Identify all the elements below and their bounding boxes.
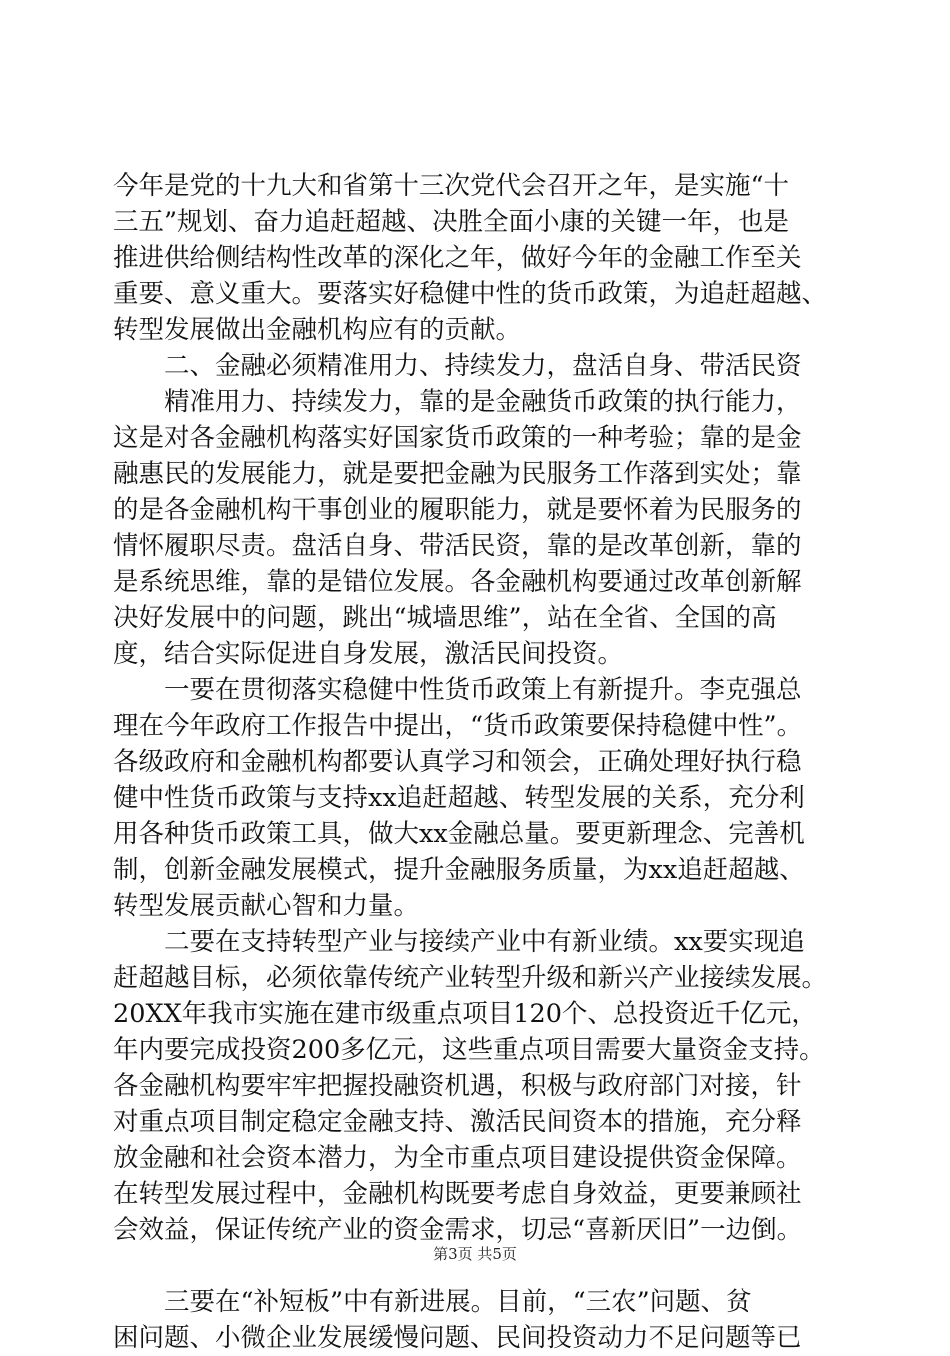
document-body xyxy=(113,168,853,1356)
text-line: 决好发展中的问题，跳出“城墙思维”，站在全省、全国的高 xyxy=(113,603,777,633)
text-line: 会效益，保证传统产业的资金需求，切忌“喜新厌旧”一边倒。 xyxy=(113,1215,803,1245)
text-line: 的是各金融机构干事创业的履职能力，就是要怀着为民服务的 xyxy=(113,495,802,525)
text-line: 转型发展做出金融机构应有的贡献。 xyxy=(113,315,522,345)
text-line: 用各种货币政策工具，做大xx金融总量。要更新理念、完善机 xyxy=(113,819,805,849)
text-line: 制，创新金融发展模式，提升金融服务质量，为xx追赶超越、 xyxy=(113,855,805,885)
text-line: 健中性货币政策与支持xx追赶超越、转型发展的关系，充分利 xyxy=(113,783,805,813)
text-line: 今年是党的十九大和省第十三次党代会召开之年，是实施“十 xyxy=(113,171,790,201)
text-line: 三五”规划、奋力追赶超越、决胜全面小康的关键一年，也是 xyxy=(113,207,790,237)
section-heading: 二、金融必须精准用力、持续发力，盘活自身、带活民资 xyxy=(164,351,802,381)
text-line: 度，结合实际促进自身发展，激活民间投资。 xyxy=(113,639,624,669)
text-line: 情怀履职尽责。盘活自身、带活民资，靠的是改革创新，靠的 xyxy=(113,531,802,561)
text-line: 二要在支持转型产业与接续产业中有新业绩。xx要实现追 xyxy=(164,927,805,957)
text-line: 是系统思维，靠的是错位发展。各金融机构要通过改革创新解 xyxy=(113,567,802,597)
text-line: 20XX年我市实施在建市级重点项目120个、总投资近千亿元， xyxy=(113,999,817,1029)
text-line: 三要在“补短板”中有新进展。目前，“三农”问题、贫 xyxy=(164,1287,752,1317)
text-line: 精准用力、持续发力，靠的是金融货币政策的执行能力， xyxy=(164,387,802,417)
text-line: 一要在贯彻落实稳健中性货币政策上有新提升。李克强总 xyxy=(164,675,802,705)
text-line: 困问题、小微企业发展缓慢问题、民间投资动力不足问题等已 xyxy=(113,1323,802,1353)
page-number-footer: 第3页 共5页 xyxy=(433,1245,517,1263)
text-line: 重要、意义重大。要落实好稳健中性的货币政策，为追赶超越、 xyxy=(113,279,828,309)
text-line: 赶超越目标，必须依靠传统产业转型升级和新兴产业接续发展。 xyxy=(113,963,828,993)
text-line: 在转型发展过程中，金融机构既要考虑自身效益，更要兼顾社 xyxy=(113,1179,802,1209)
text-line: 各金融机构要牢牢把握投融资机遇，积极与政府部门对接，针 xyxy=(113,1071,802,1101)
text-line: 各级政府和金融机构都要认真学习和领会，正确处理好执行稳 xyxy=(113,747,802,777)
text-line: 推进供给侧结构性改革的深化之年，做好今年的金融工作至关 xyxy=(113,243,802,273)
text-line: 这是对各金融机构落实好国家货币政策的一种考验；靠的是金 xyxy=(113,423,802,453)
text-line: 理在今年政府工作报告中提出，“货币政策要保持稳健中性”。 xyxy=(113,711,803,741)
text-line: 放金融和社会资本潜力，为全市重点项目建设提供资金保障。 xyxy=(113,1143,802,1173)
text-line: 转型发展贡献心智和力量。 xyxy=(113,891,420,921)
text-line: 对重点项目制定稳定金融支持、激活民间资本的措施，充分释 xyxy=(113,1107,802,1137)
text-line: 年内要完成投资200多亿元，这些重点项目需要大量资金支持。 xyxy=(113,1035,825,1065)
text-line: 融惠民的发展能力，就是要把金融为民服务工作落到实处；靠 xyxy=(113,459,802,489)
